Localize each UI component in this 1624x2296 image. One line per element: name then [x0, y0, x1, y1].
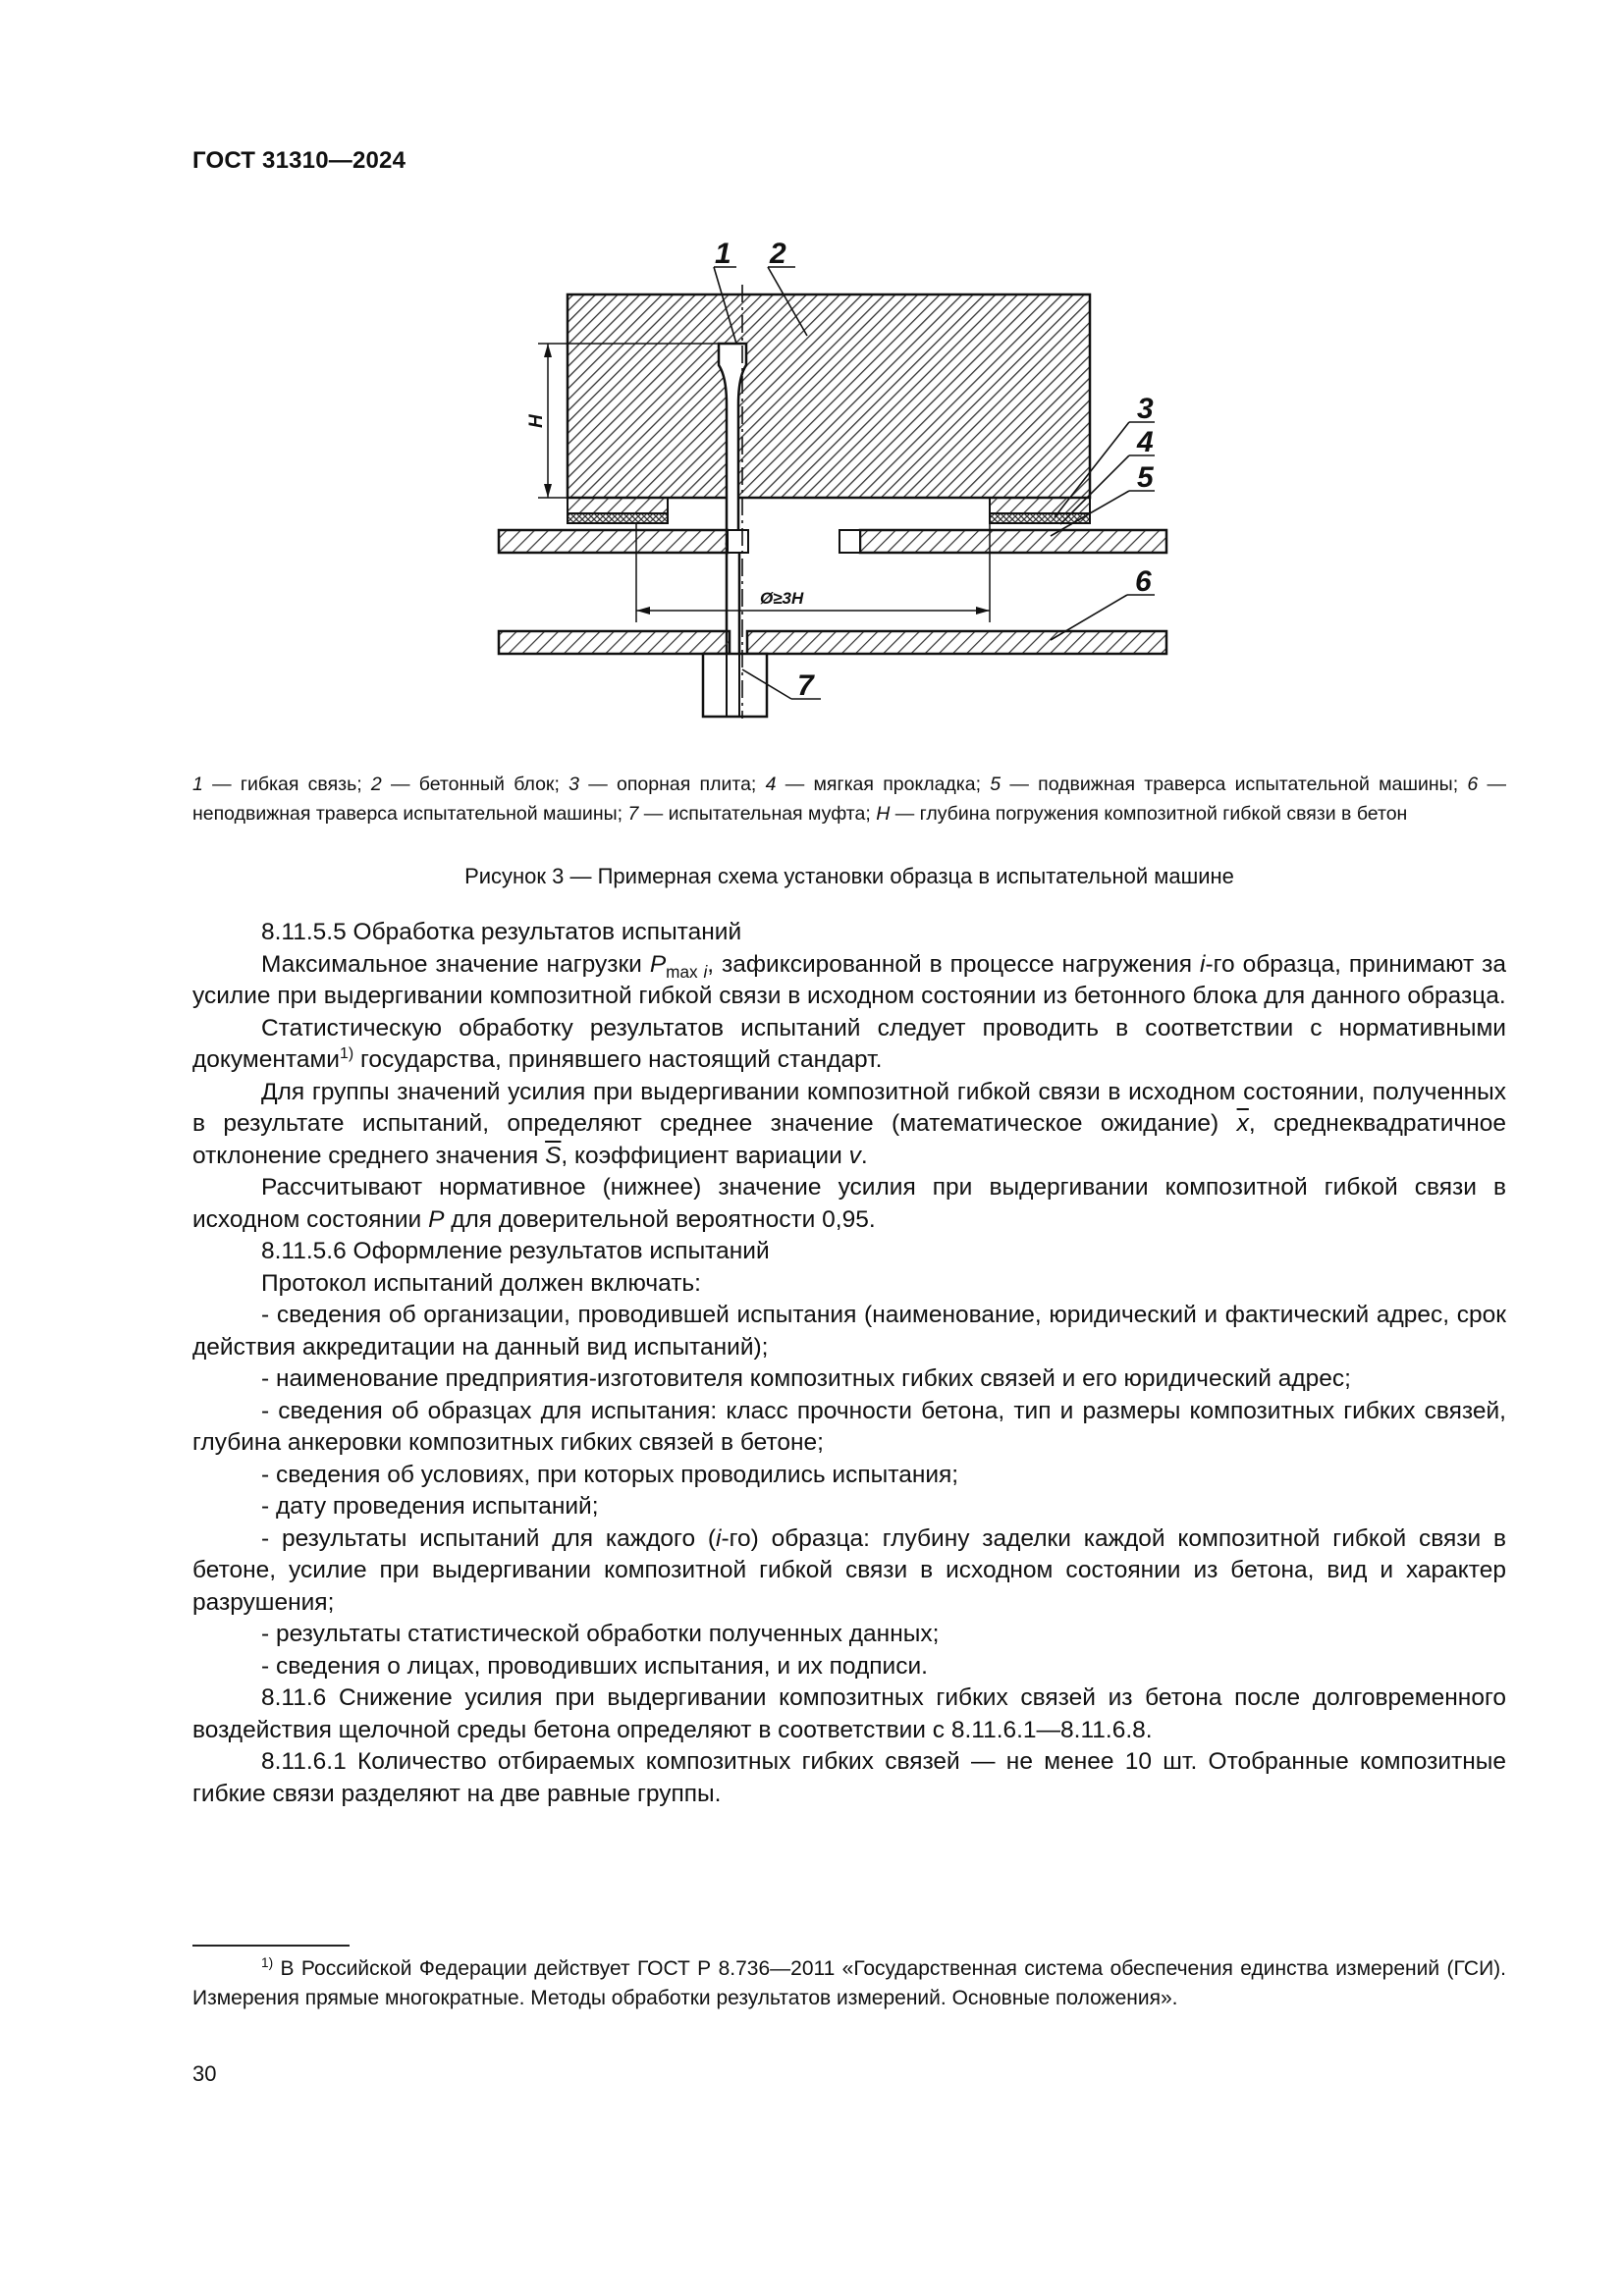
list-item: - дату проведения испытаний;	[261, 1493, 599, 1520]
legend-text: — опорная плита;	[579, 774, 766, 795]
text-run: Для группы значений усилия при выдергивании композитной гибкой связи в исходном состоянии, полученных в результате испытаний, определяют среднее значение (математическое ожидание)	[192, 1078, 1506, 1137]
h-dimension-label: H	[526, 414, 547, 428]
legend-text: — бетонный блок;	[381, 774, 569, 795]
footnote-ref: 1)	[340, 1044, 354, 1062]
test-setup-figure	[461, 228, 1208, 738]
legend-text: — гибкая связь;	[202, 774, 371, 795]
legend-num: 4	[765, 774, 777, 795]
text-run: , коэффициент вариации	[561, 1142, 849, 1169]
callout-4: 4	[1137, 426, 1154, 458]
footnote	[192, 1954, 1506, 2013]
paragraph: 8.11.5.6 Оформление результатов испытаний	[261, 1238, 770, 1264]
footnote-divider	[192, 1945, 350, 1947]
callout-6: 6	[1135, 565, 1152, 598]
list-item	[192, 1523, 1506, 1620]
legend-num: 1	[192, 774, 203, 795]
text-run: .	[860, 1142, 868, 1169]
text-run: , среднеквадратичное отклонение среднего значения	[192, 1110, 1507, 1169]
page-number: 30	[192, 2061, 217, 2086]
legend-text: — глубина погружения композитной гибкой связи в бетон	[890, 803, 1408, 825]
text-run: P	[428, 1205, 445, 1233]
text-run: Статистическую обработку результатов испытаний следует проводить в соответствии с нормативными документами	[192, 1014, 1506, 1073]
text-run: i	[703, 961, 708, 982]
text-run: - результаты испытаний для каждого (	[261, 1524, 717, 1552]
diameter-label: Ø≥3H	[760, 589, 804, 608]
text-run: $\overline{S}$	[545, 1142, 562, 1169]
list-item: - сведения о лицах, проводивших испытания, и их подписи.	[261, 1652, 928, 1680]
callout-1: 1	[715, 238, 731, 270]
paragraph: Протокол испытаний должен включать:	[261, 1269, 701, 1297]
legend-text: — испытательная муфта;	[638, 803, 877, 825]
text-run: для доверительной вероятности 0,95.	[444, 1205, 876, 1233]
paragraph	[192, 1172, 1506, 1236]
paragraph: 8.11.6 Снижение усилия при выдергивании композитных гибких связей из бетона после долговременного воздействия щелочной среды бетона определяют в соответствии с 8.11.6.1—8.11.6.8.	[192, 1684, 1506, 1743]
paragraph	[192, 1077, 1506, 1173]
text-run: Максимальное значение нагрузки	[261, 950, 650, 978]
legend-num: H	[876, 803, 891, 825]
legend-text: — подвижная траверса испытательной машины;	[1001, 774, 1468, 795]
movable-crosshead	[499, 530, 1166, 553]
list-item: - результаты статистической обработки полученных данных;	[261, 1621, 940, 1647]
list-item: - сведения об условиях, при которых проводились испытания;	[261, 1461, 959, 1488]
paragraph	[192, 1013, 1506, 1077]
callout-3: 3	[1137, 393, 1154, 425]
list-item: - сведения об образцах для испытания: класс прочности бетона, тип и размеры композитных гибких связей, глубина анкеровки композитных гибких связей в бетоне;	[192, 1397, 1506, 1456]
text-run: P	[649, 950, 667, 978]
legend-text: — мягкая прокладка;	[776, 774, 991, 795]
footnote-text: В Российской Федерации действует ГОСТ Р 8.736—2011 «Государственная система обеспечения единства измерений (ГСИ). Измерения прямые многократные. Методы обработки результатов измерений. Основные положения».	[192, 1957, 1506, 2009]
paragraph: 8.11.6.1 Количество отбираемых композитных гибких связей — не менее 10 шт. Отобранные композитные гибкие связи разделяют на две равные группы.	[192, 1748, 1506, 1807]
text-run: i	[1199, 950, 1206, 978]
callout-7: 7	[797, 669, 814, 702]
legend-num: 5	[990, 774, 1001, 795]
text-run: -го) образца: глубину заделки каждой композитной гибкой связи в бетоне, усилие при выдергивании композитной гибкой связи в исходном состоянии из бетона, вид и характер разрушения;	[192, 1524, 1506, 1616]
legend-text: — неподвижная траверса испытательной машины;	[192, 774, 1506, 825]
text-run: государства, принявшего настоящий стандарт.	[353, 1046, 883, 1073]
text-run: $\overline{x}$	[1236, 1110, 1249, 1137]
footnote-mark: 1)	[261, 1955, 274, 1970]
legend-num: 6	[1467, 774, 1479, 795]
text-run: v	[848, 1142, 861, 1169]
concrete-block	[568, 294, 1090, 498]
legend-num: 7	[627, 803, 639, 825]
support-plate	[568, 498, 1090, 513]
text-run: i	[716, 1524, 722, 1552]
document-code-header: ГОСТ 31310—2024	[192, 147, 406, 174]
fixed-crosshead	[499, 631, 1166, 654]
text-run: Рассчитывают нормативное (нижнее) значение усилия при выдергивании композитной гибкой связи в исходном состоянии	[192, 1174, 1506, 1233]
paragraph	[192, 949, 1506, 1013]
text-run: max	[666, 961, 704, 982]
list-item: - наименование предприятия-изготовителя композитных гибких связей и его юридический адрес;	[261, 1365, 1351, 1392]
list-item: - сведения об организации, проводившей испытания (наименование, юридический и фактический адрес, срок действия аккредитации на данный вид испытаний);	[192, 1302, 1506, 1361]
legend-num: 2	[370, 774, 382, 795]
text-run: -го образца, принимают за усилие при выдергивании композитной гибкой связи в исходном состоянии из бетонного блока для данного образца.	[192, 950, 1506, 1009]
figure-legend	[192, 770, 1506, 828]
callout-5: 5	[1137, 461, 1154, 494]
callout-2: 2	[770, 238, 786, 270]
body-text	[192, 917, 1506, 1810]
paragraph: 8.11.5.5 Обработка результатов испытаний	[261, 919, 742, 945]
test-coupling	[703, 654, 767, 717]
soft-pad	[568, 513, 1090, 523]
legend-num: 3	[568, 774, 579, 795]
text-run: , зафиксированной в процессе нагружения	[707, 950, 1200, 978]
figure-caption: Рисунок 3 — Примерная схема установки образца в испытательной машине	[464, 864, 1234, 888]
